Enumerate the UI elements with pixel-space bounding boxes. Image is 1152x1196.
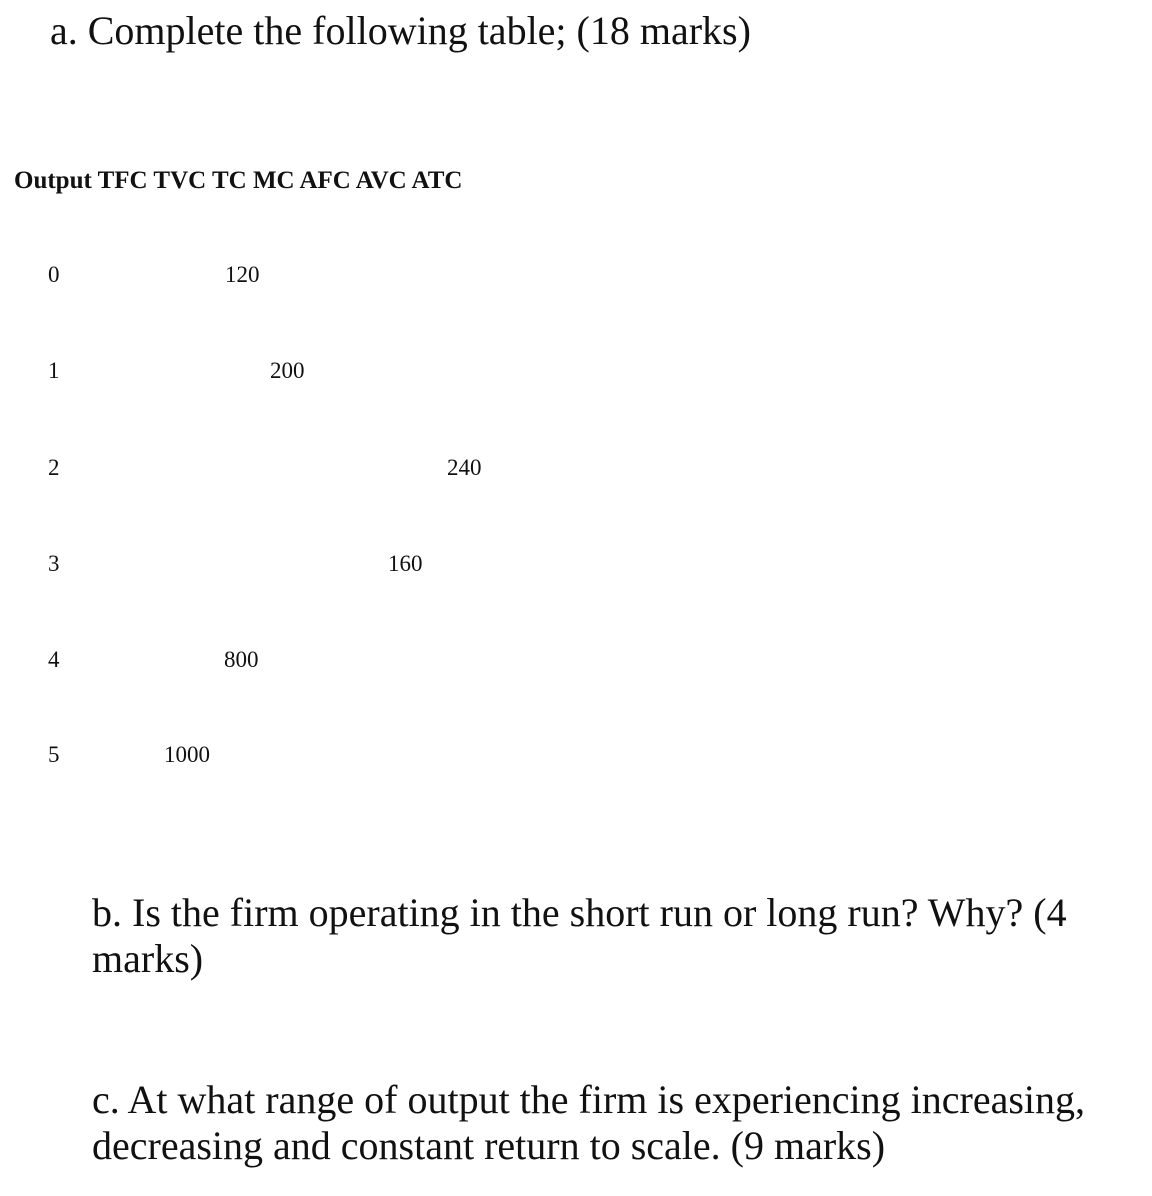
row-value-1: 200 — [270, 358, 305, 383]
row-value-0: 120 — [225, 262, 260, 287]
question-b-line1: b. Is the firm operating in the short run or long run? Why? (4 — [92, 890, 1067, 935]
question-c-line2: decreasing and constant return to scale. (9 marks) — [92, 1123, 886, 1168]
row-value-4: 800 — [224, 647, 259, 672]
table-header: Output TFC TVC TC MC AFC AVC ATC — [14, 167, 463, 194]
row-output-0: 0 — [48, 262, 60, 287]
row-output-5: 5 — [48, 742, 60, 767]
row-value-5: 1000 — [164, 742, 210, 767]
row-output-1: 1 — [48, 358, 60, 383]
question-c-line1: c. At what range of output the firm is experiencing increasing, — [92, 1077, 1086, 1122]
question-a: a. Complete the following table; (18 marks) — [50, 8, 751, 53]
question-b-line2: marks) — [92, 936, 204, 981]
row-output-4: 4 — [48, 647, 60, 672]
row-value-2: 240 — [447, 455, 482, 480]
row-output-3: 3 — [48, 551, 60, 576]
row-value-3: 160 — [388, 551, 423, 576]
row-output-2: 2 — [48, 455, 60, 480]
